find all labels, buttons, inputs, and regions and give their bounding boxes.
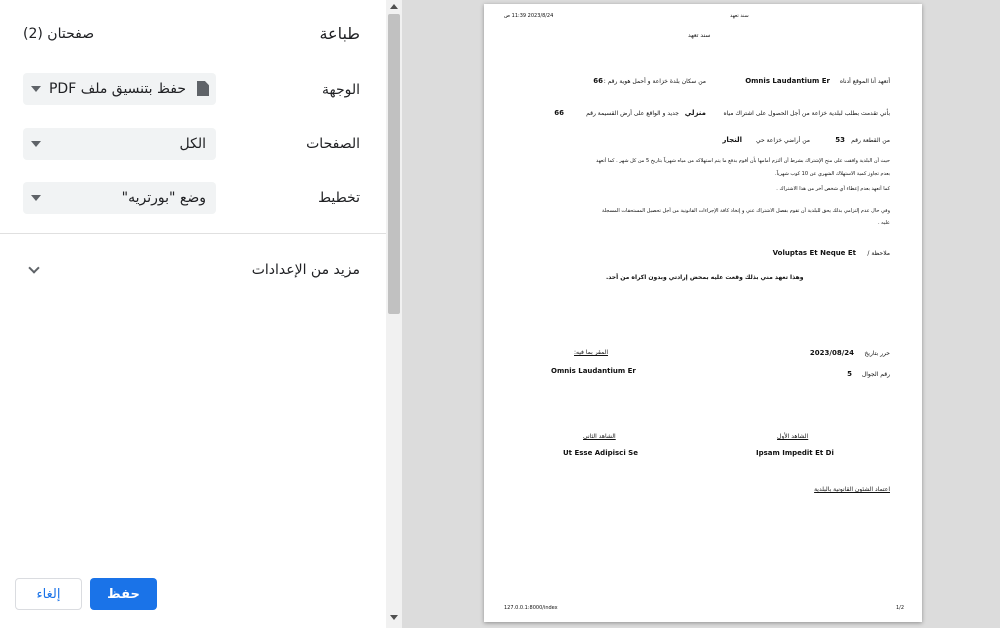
declarant-name: Omnis Laudantium Er [745,77,830,85]
chevron-down-icon [31,141,41,147]
panel-scrollbar[interactable] [386,0,402,628]
line3-prefix: من القطعة رقم [851,137,890,144]
chevron-down-icon [31,195,41,201]
line1-prefix: أتعهد أنا الموقع أدناه [839,78,890,85]
pages-label: الصفحات [306,136,360,152]
paragraph1-line3: كما أتعهد بعدم إعطاء أي شخص آخر من هذا الاشتراك . [776,186,890,192]
declarant-signature-name: Omnis Laudantium Er [551,367,636,375]
scroll-down-arrow-icon[interactable] [390,615,398,620]
scroll-up-arrow-icon[interactable] [390,4,398,9]
paragraph1-line1: حيث أن البلدية وافقت على منح الإشتراك بشرط أن ألتزم أمامها بأن أقوم بدفع ما يتم استهلاكه من مياه شهرياً بتاريخ 5 من كل شهر . كما أتعهد [595,158,890,164]
piece-number: 53 [835,136,845,144]
paragraph2-line2: عليه . [877,220,890,226]
print-settings-panel [0,0,386,628]
pages-value: الكل [179,136,206,152]
paragraph1-line2: بعدم تجاوز كمية الاستهلاك الشهري عن 10 كوب شهرياً. [775,171,890,177]
witness2-name: Ut Esse Adipisci Se [563,449,638,457]
more-settings-toggle[interactable]: مزيد من الإعدادات [251,262,360,278]
footer-page-number: 1/2 [895,605,904,611]
declarant-label: المقر بما فيه: [574,349,609,356]
document-title: سند تعهد [688,32,711,39]
header-date: 2023/8/24 11:39 ص [504,13,554,19]
note-label: ملاحظة / [867,250,890,257]
note-value: Voluptas Et Neque Et [772,249,856,257]
id-number: 66 [593,77,603,85]
preview-page [484,4,922,622]
line3-middle: من أراضي خزاعة حي [755,137,810,144]
pledge-statement: وهذا تعهد مني بذلك وقعت عليه بمحض إرادتي وبدون اكراه من أحد. [606,274,804,281]
witness1-label: الشاهد الأول [777,433,809,440]
layout-select[interactable] [23,182,216,214]
mobile-label: رقم الجوال [861,371,890,378]
divider [0,233,386,234]
paragraph2-line1: وفي حال عدم إلتزامي بذلك يحق للبلدية أن تقوم بفصل الاشتراك عني و إتخاذ كافة الإجراءات القانونية من أجل تحصيل المستحقات المسجلة [601,208,890,214]
date-label: حرر بتاريخ [864,350,890,357]
layout-label: تخطيط [318,190,360,206]
witness1-name: Ipsam Impedit Et Di [756,449,834,457]
district-name: النجار [722,136,742,144]
page-count: صفحتان (2) [23,26,95,42]
plot-number: 66 [554,109,564,117]
witness2-label: الشاهد الثاني [583,433,616,440]
layout-value: وضع "بورتريه" [121,190,206,206]
destination-value: حفظ بتنسيق ملف PDF [48,81,186,97]
date-value: 2023/08/24 [809,349,854,357]
cancel-button[interactable]: إلغاء [15,578,82,610]
destination-label: الوجهة [321,82,360,98]
line1-middle: من سكان بلدة خزاعة و أحمل هوية رقم : [603,78,706,85]
subscription-type: منزلي [684,109,706,117]
document-icon [197,81,209,96]
line2-prefix: بأني تقدمت بطلب لبلدية خزاعة من أجل الحصول على اشتراك مياه [723,110,890,117]
mobile-value: 5 [847,370,852,378]
print-title: طباعة [319,24,360,43]
scrollbar-thumb[interactable] [388,14,400,314]
line2-middle: جديد و الواقع على أرض القسيمة رقم [586,110,679,117]
legal-approval: اعتماد الشئون القانونية بالبلدية [814,486,890,493]
chevron-down-icon [31,86,41,92]
header-title: سند تعهد [730,13,749,19]
footer-url: 127.0.0.1:8000/index [504,605,558,611]
destination-select[interactable] [23,73,216,105]
save-button[interactable]: حفظ [90,578,157,610]
pages-select[interactable] [23,128,216,160]
chevron-down-icon[interactable] [28,262,39,273]
print-preview-area [402,0,1000,628]
